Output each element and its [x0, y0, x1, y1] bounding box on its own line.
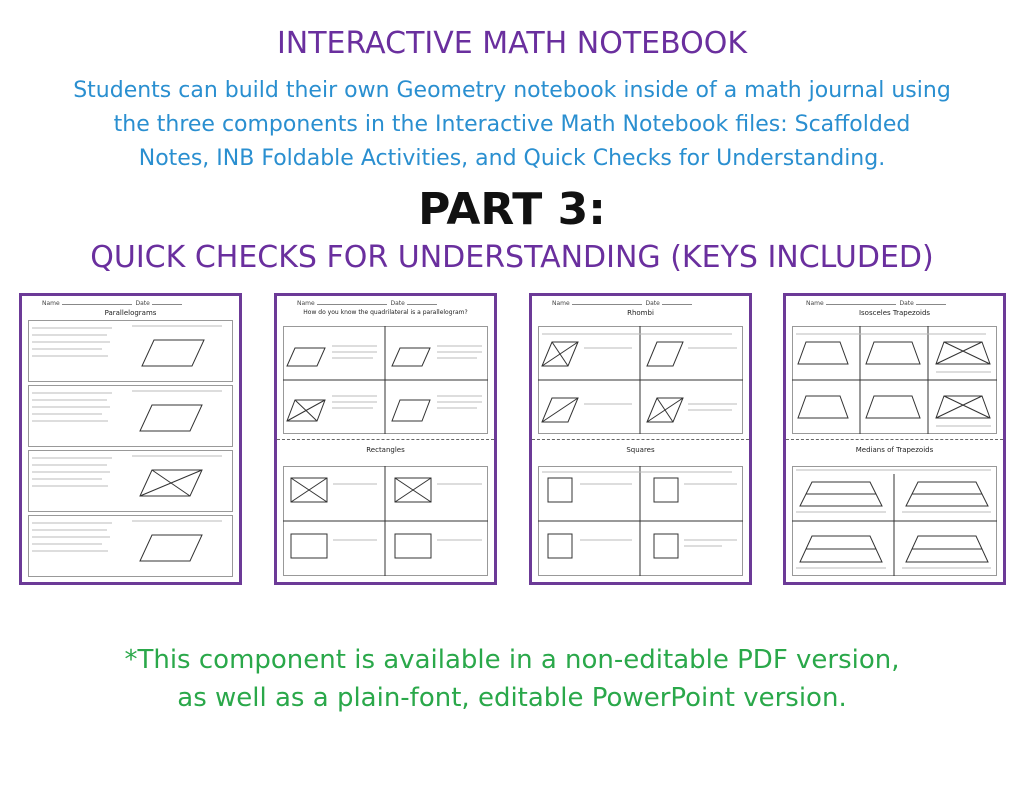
worksheet-title: How do you know the quadrilateral is a parallelogram? — [303, 309, 468, 316]
name-label: Name — [42, 300, 60, 307]
worksheet-bottom-title: Squares — [626, 446, 655, 454]
worksheet-preview-rectangles — [274, 293, 497, 585]
worksheet-title: Rhombi — [627, 309, 654, 317]
worksheet-title: Isosceles Trapezoids — [858, 309, 931, 317]
name-label: Name — [806, 300, 824, 307]
parallelogram-figures — [22, 296, 245, 588]
note-line-1: *This component is available in a non-editable PDF version, — [124, 645, 900, 675]
description — [0, 74, 1024, 176]
worksheet-preview-parallelograms — [19, 293, 242, 585]
date-label: Date — [899, 300, 914, 307]
description-line-2: the three components in the Interactive Math Notebook files: Scaffolded — [113, 112, 911, 137]
date-label: Date — [135, 300, 150, 307]
worksheet-preview-trapezoids — [783, 293, 1006, 585]
worksheet-bottom-title: Medians of Trapezoids — [855, 446, 934, 454]
worksheet-bottom-title: Rectangles — [366, 446, 405, 454]
date-label: Date — [645, 300, 660, 307]
name-label: Name — [552, 300, 570, 307]
page-title: INTERACTIVE MATH NOTEBOOK — [276, 26, 748, 61]
rectangle-figures — [277, 296, 500, 588]
availability-note — [0, 641, 1024, 717]
worksheet-title: Parallelograms — [104, 309, 157, 317]
rhombus-figures — [532, 296, 755, 588]
trapezoid-figures — [786, 296, 1009, 588]
name-label: Name — [297, 300, 315, 307]
note-line-2: as well as a plain-font, editable PowerPoint version. — [177, 683, 847, 713]
part-heading: PART 3: — [418, 184, 606, 235]
subtitle: QUICK CHECKS FOR UNDERSTANDING (KEYS INCLUDED) — [90, 240, 934, 275]
date-label: Date — [390, 300, 405, 307]
description-line-3: Notes, INB Foldable Activities, and Quick Checks for Understanding. — [138, 146, 886, 171]
description-line-1: Students can build their own Geometry notebook inside of a math journal using — [73, 78, 951, 103]
worksheet-preview-rhombi — [529, 293, 752, 585]
